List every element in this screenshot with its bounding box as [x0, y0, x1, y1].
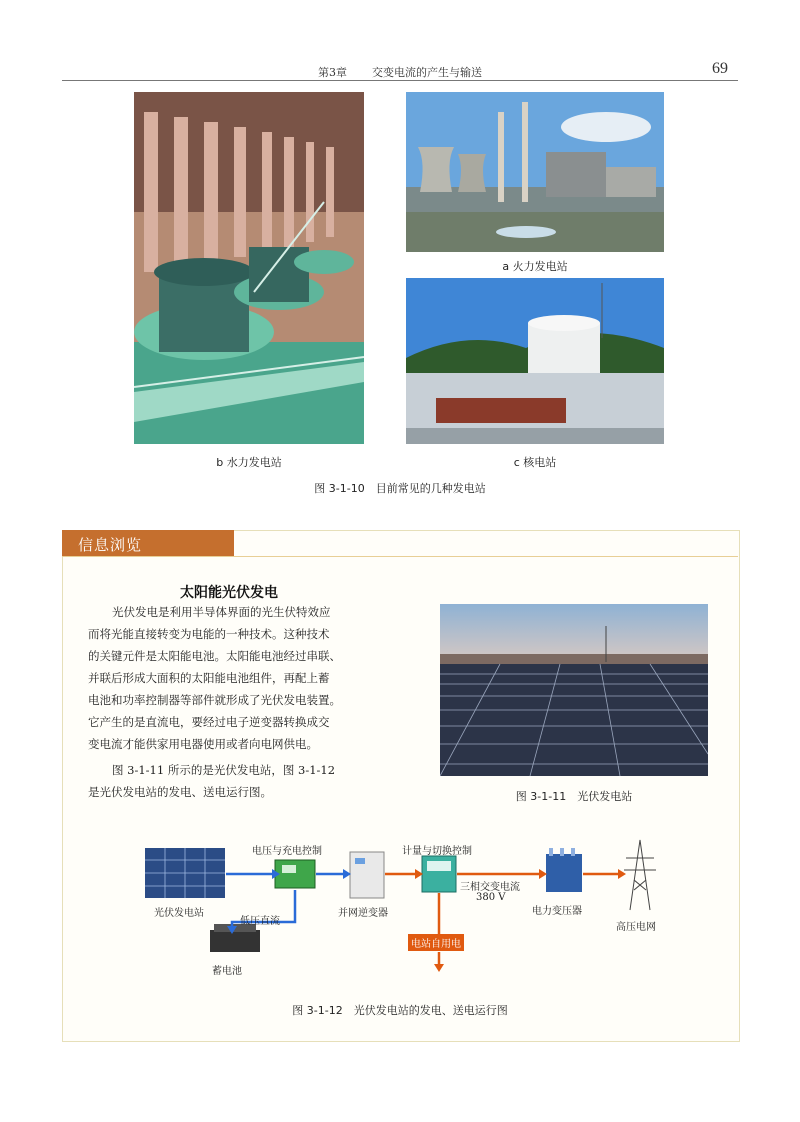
label-pv-station: 光伏发电站: [154, 908, 204, 919]
para1-line-5: 电池和功率控制器等部件就形成了光伏发电装置。: [88, 693, 341, 707]
label-charge-control: 电压与充电控制: [252, 846, 322, 857]
para1-line-1: 光伏发电是利用半导体界面的光生伏特效应: [112, 605, 331, 619]
charge-controller-icon: [275, 860, 315, 888]
para2-line-2: 是光伏发电站的发电、送电运行图。: [88, 785, 272, 799]
header-rule: [62, 80, 738, 81]
label-inverter: 并网逆变器: [338, 908, 388, 919]
para1-line-4: 并联后形成大面积的太阳能电池组件，再配上蓄: [88, 671, 330, 685]
figure-caption-3-1-12: 图 3-1-12 光伏发电站的发电、送电运行图: [292, 1004, 508, 1017]
section-title: 太阳能光伏发电: [180, 585, 278, 601]
info-tab-label: 信息浏览: [78, 536, 143, 554]
caption-c: c 核电站: [513, 456, 557, 469]
label-metering-switch: 计量与切换控制: [402, 846, 472, 857]
nuclear-power-station-photo: [406, 278, 664, 444]
label-local-use: 电站自用电: [408, 934, 464, 951]
hydropower-station-photo: [134, 92, 364, 444]
label-battery: 蓄电池: [212, 966, 242, 977]
figure-caption-3-1-11: 图 3-1-11 光伏发电站: [515, 790, 633, 803]
transmission-tower-icon: [624, 840, 656, 910]
label-voltage: 380 V: [476, 892, 506, 903]
paragraph-2: [88, 759, 406, 803]
pv-panel-icon: [145, 848, 225, 898]
paragraph-1: [88, 601, 406, 755]
transformer-icon: [546, 848, 582, 892]
label-low-voltage-dc: 低压直流: [240, 916, 280, 927]
para1-line-3: 的关键元件是太阳能电池。太阳能电池经过串联、: [88, 649, 341, 663]
para1-line-2: 而将光能直接转变为电能的一种技术。这种技术: [88, 627, 330, 641]
chapter-title: 交变电流的产生与输送: [372, 66, 482, 79]
para2-line-1: 图 3-1-11 所示的是光伏发电站，图 3-1-12: [112, 763, 336, 777]
para1-line-6: 它产生的是直流电，要经过电子逆变器转换成交: [88, 715, 330, 729]
info-tab-rule: [62, 556, 738, 557]
chapter-label: 第3章: [318, 66, 347, 79]
inverter-icon: [350, 852, 384, 898]
caption-a: a 火力发电站: [502, 260, 568, 273]
figure-caption-3-1-10: 图 3-1-10 目前常见的几种发电站: [314, 482, 486, 495]
label-power-transformer: 电力变压器: [532, 906, 582, 917]
label-three-phase: 三相交变电流: [460, 882, 520, 893]
label-hv-grid: 高压电网: [616, 922, 656, 933]
thermal-power-station-photo: [406, 92, 664, 252]
page-number: 69: [712, 60, 728, 77]
solar-farm-photo: [440, 604, 708, 776]
pv-flow-diagram: [140, 830, 680, 990]
meter-switch-icon: [422, 856, 456, 892]
caption-b: b 水力发电站: [216, 456, 282, 469]
para1-line-7: 变电流才能供家用电器使用或者向电网供电。: [88, 737, 318, 751]
